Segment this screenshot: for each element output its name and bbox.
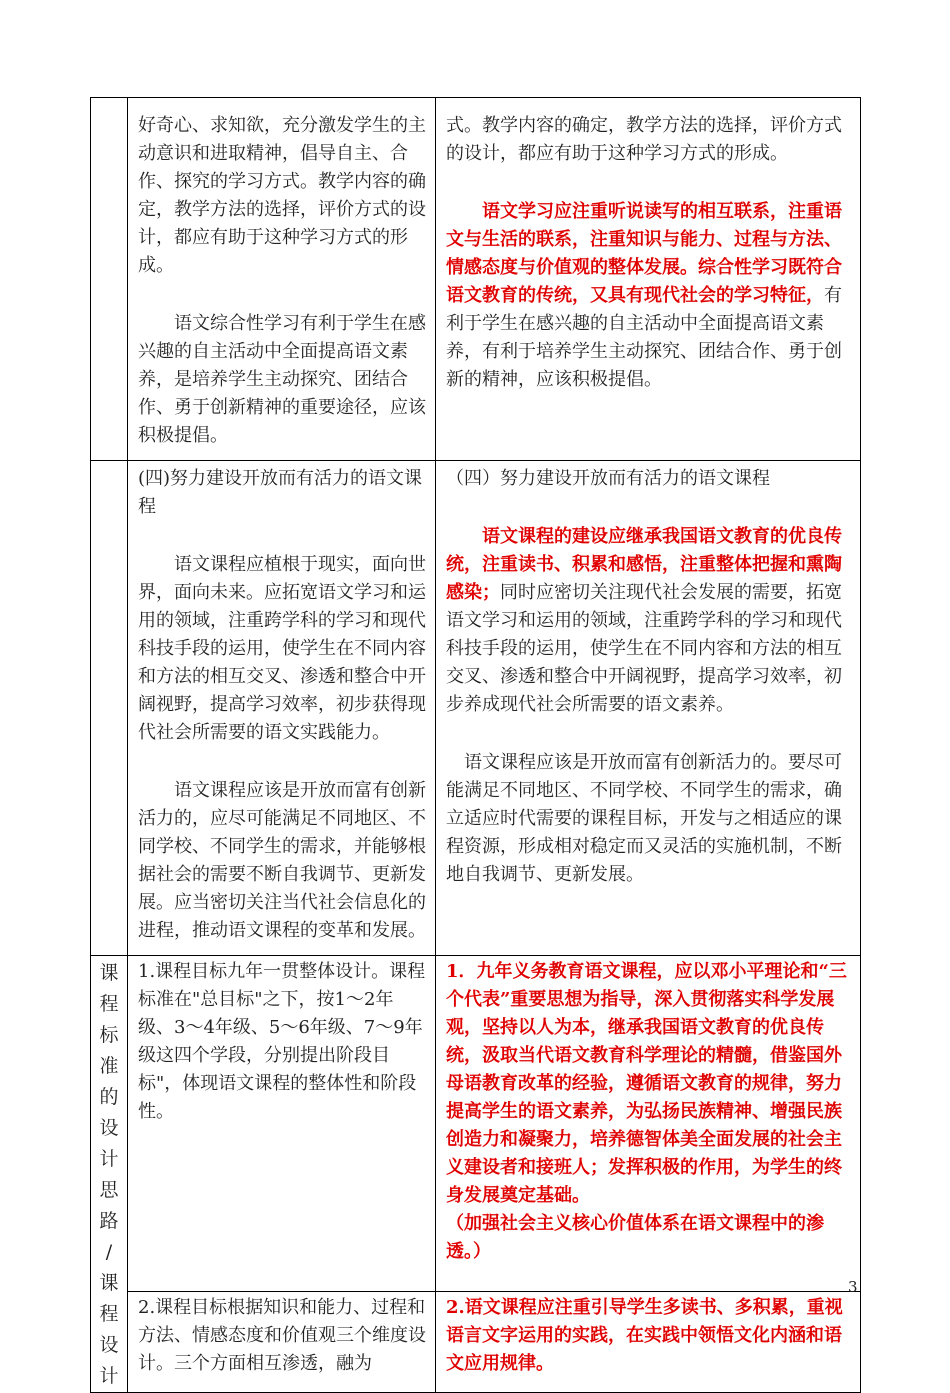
page-number: 3 xyxy=(848,1278,858,1296)
side-label-char: 设 xyxy=(99,1117,119,1139)
side-label-char: 课 xyxy=(99,1272,119,1294)
new-standard-cell xyxy=(436,98,861,461)
side-label-char: 设 xyxy=(99,1334,119,1356)
paragraph: 语文课程应该是开放而富有创新活力的。要尽可能满足不同地区、不同学校、不同学生的需求，确立适应时代需要的课程目标，开发与之相适应的课程资源，形成相对稳定而又灵活的实施机制，不断地自我调节、更新发展。 xyxy=(446,752,842,885)
side-label-char: 程 xyxy=(99,993,119,1015)
side-label-cell-empty xyxy=(91,461,128,956)
table-row xyxy=(91,98,861,461)
comparison-table xyxy=(90,97,861,1393)
highlighted-paragraph: 1．九年义务教育语文课程，应以邓小平理论和“三个代表”重要思想为指导，深入贯彻落实科学发展观，坚持以人为本，继承我国语文教育的优良传统，汲取当代语文教育科学理论的精髓，借鉴国外母语教育改革的经验，遵循语文教育的规律，努力提高学生的语文素养，为弘扬民族精神、增强民族创造力和凝聚力，培养德智体美全面发展的社会主义建设者和接班人；发挥积极的作用，为学生的终身发展奠定基础。 xyxy=(446,961,847,1206)
table-row xyxy=(91,956,861,1292)
side-label-char: / xyxy=(105,1241,113,1263)
side-label-char: 准 xyxy=(99,1055,119,1077)
highlighted-text: 语文学习应注重听说读写的相互联系，注重语文与生活的联系，注重知识与能力、过程与方法、情感态度与价值观的整体发展。综合性学习既符合语文教育的传统，又具有现代社会的学习特征， xyxy=(446,201,842,306)
highlighted-paragraph: （加强社会主义核心价值体系在语文课程中的渗透。） xyxy=(446,1213,824,1262)
new-standard-cell xyxy=(436,461,861,956)
highlighted-text: 语文课程的建设应继承我国语文教育的优良传统，注重读书、积累和感悟，注重整体把握和熏陶感染； xyxy=(446,526,842,603)
paragraph xyxy=(446,198,850,394)
paragraph: 语文综合性学习有利于学生在感兴趣的自主活动中全面提高语文素养，是培养学生主动探究、团结合作、勇于创新精神的重要途径，应该积极提倡。 xyxy=(138,313,426,446)
section-side-label xyxy=(91,956,128,1393)
side-label-char: 计 xyxy=(99,1365,119,1387)
side-label-char: 思 xyxy=(99,1179,119,1201)
section-heading: (四)努力建设开放而有活力的语文课程 xyxy=(138,468,423,517)
old-standard-cell xyxy=(128,98,436,461)
side-label-char: 课 xyxy=(99,962,119,984)
paragraph-text: 有利于学生在感兴趣的自主活动中全面提高语文素养，有利于培养学生主动探究、团结合作、勇于创新的精神，应该积极提倡。 xyxy=(446,285,842,390)
side-label-char: 的 xyxy=(99,1086,119,1108)
side-label-char: 程 xyxy=(99,1303,119,1325)
side-label-char: 标 xyxy=(99,1024,119,1046)
paragraph: 式。教学内容的确定，教学方法的选择，评价方式的设计，都应有助于这种学习方式的形成。 xyxy=(446,115,842,164)
paragraph: 语文课程应该是开放而富有创新活力的，应尽可能满足不同地区、不同学校、不同学生的需求，并能够根据社会的需要不断自我调节、更新发展。应当密切关注当代社会信息化的进程，推动语文课程的变革和发展。 xyxy=(138,780,426,941)
highlighted-paragraph: 2.语文课程应注重引导学生多读书、多积累，重视语言文字运用的实践，在实践中领悟文化内涵和语文应用规律。 xyxy=(446,1296,843,1374)
paragraph: 好奇心、求知欲，充分激发学生的主动意识和进取精神，倡导自主、合作、探究的学习方式。教学内容的确定，教学方法的选择，评价方式的设计，都应有助于这种学习方式的形成。 xyxy=(138,115,426,276)
paragraph xyxy=(446,523,850,719)
side-label-cell-empty xyxy=(91,98,128,461)
old-standard-cell xyxy=(128,461,436,956)
table-row xyxy=(91,461,861,956)
paragraph: 语文课程应植根于现实，面向世界，面向未来。应拓宽语文学习和运用的领域，注重跨学科的学习和现代科技手段的运用，使学生在不同内容和方法的相互交叉、渗透和整合中开阔视野，提高学习效率，初步获得现代社会所需要的语文实践能力。 xyxy=(138,554,426,743)
paragraph: 1.课程目标九年一贯整体设计。课程标准在"总目标"之下，按1～2年级、3～4年级、5～6年级、7～9年级这四个学段，分别提出阶段目标"，体现语文课程的整体性和阶段性。 xyxy=(138,961,426,1122)
new-standard-cell xyxy=(436,956,861,1292)
side-label-char: 路 xyxy=(99,1210,119,1232)
new-standard-cell xyxy=(436,1291,861,1392)
old-standard-cell xyxy=(128,956,436,1292)
side-label-char: 计 xyxy=(99,1148,119,1170)
table-row xyxy=(91,1291,861,1392)
paragraph-text: 同时应密切关注现代社会发展的需要，拓宽语文学习和运用的领域，注重跨学科的学习和现代科技手段的运用，使学生在不同内容和方法的相互交叉、渗透和整合中开阔视野，提高学习效率，初步养成现代社会所需要的语文素养。 xyxy=(446,582,842,715)
paragraph: 2.课程目标根据知识和能力、过程和方法、情感态度和价值观三个维度设计。三个方面相互渗透，融为 xyxy=(138,1296,426,1374)
old-standard-cell xyxy=(128,1291,436,1392)
section-heading: （四）努力建设开放而有活力的语文课程 xyxy=(446,468,770,489)
